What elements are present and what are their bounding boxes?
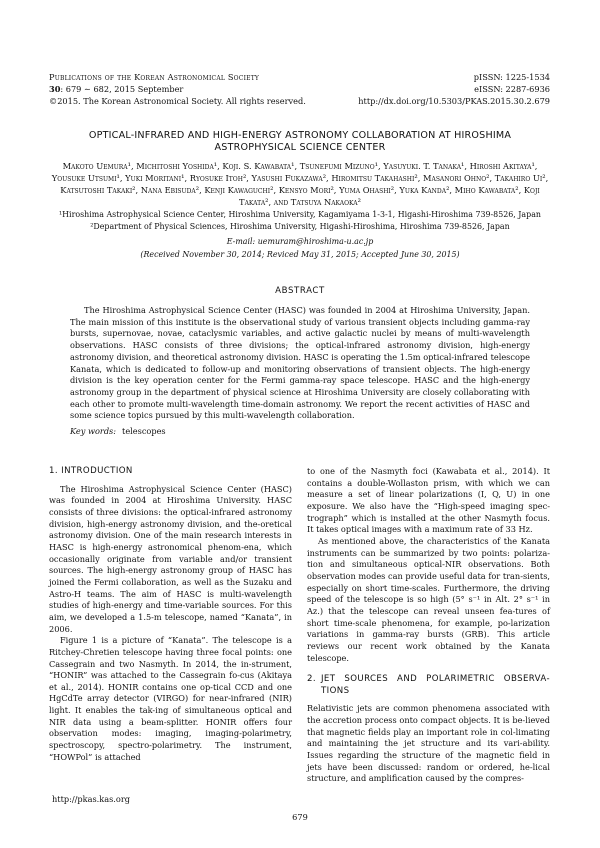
pissn: pISSN: 1225-1534: [473, 72, 550, 82]
section-1-heading: 1. INTRODUCTION: [49, 466, 133, 476]
journal-name: Publications of the Korean Astronomical Society: [49, 72, 260, 82]
left-column: [49, 466, 292, 763]
keywords-label: Key words:: [70, 426, 117, 436]
section-1-paragraph-3: to one of the Nasmyth foci (Kawabata et al., 2014). It contains a double-Wollaston prism, with which we can measure a set of linear polarizations (I, Q, U) in one exposure. We also have the “High-speed imaging spec-trograph” which is installed at the other Nasmyth focus. It takes optical images with a maximum rate of 33 Hz.: [307, 466, 550, 535]
abstract-text: The Hiroshima Astrophysical Science Center (HASC) was founded in 2004 at Hiroshima University, Japan. The main mission of this institute is the observational study of various transient objects including gamma-ray bursts, supernovae, novae, cataclysmic variables, and active galactic nuclei by means of multi-wavelength observations. HASC consists of three divisions; the optical-infrared astronomy division, high-energy astronomy division, and theoretical astronomy division. HASC is operating the 1.5m optical-infrared telescope Kanata, which is dedicated to follow-up and monitoring observations of transient objects. The high-energy division is the key operation center for the Fermi gamma-ray space telescope. HASC and the high-energy astronomy group in the department of physical science at Hiroshima University are closely collaborating with each other to promote multi-wavelength time-domain astronomy. We report the recent activities of HASC and some science topics pursued by this multi-wavelength collaboration.: [70, 305, 530, 421]
affiliations: [48, 209, 552, 232]
author-list: Makoto Uemura¹, Michitoshi Yoshida¹, Koji. S. Kawabata¹, Tsunefumi Mizuno¹, Yasuyuki. T. Tanaka¹, Hiroshi Akitaya¹, Yousuke Utsumi¹, Yuki Moritani¹, Ryosuke Itoh², Yasushi Fukazawa², Hiromitsu Takahashi², Masanori Ohno², Takahiro Ui², Katsutoshi Takaki², Nana Ebisuda², Kenji Kawaguchi², Kensyo Mori², Yuma Ohashi², Yuka Kanda², Miho Kawabata², Koji Takata², and Tatsuya Nakaoka²: [51, 161, 549, 207]
section-2-paragraph-1: Relativistic jets are common phenomena associated with the accretion process onto compact objects. It is be-lieved that magnetic fields play an important role in col-limating and maintaining the jet structure and its vari-ability. Issues regarding the structure of the magnetic field in jets have been discussed: random or ordered, he-lical structure, and amplification caused by the compres-: [307, 703, 550, 784]
keywords: [70, 426, 166, 436]
journal-url[interactable]: http://pkas.kas.org: [52, 794, 130, 804]
section-1-paragraph-2: Figure 1 is a picture of “Kanata”. The telescope is a Ritchey-Chretien telescope having three focal points: one Cassegrain and two Nasmyth. In 2014, the in-strument, “HONIR” was attached to the Cassegrain fo-cus (Akitaya et al., 2014). HONIR contains one op-tical CCD and one HgCdTe array detector (VIRGO) for near-infrared (NIR) light. It enables the tak-ing of simultaneous optical and NIR data using a beam-splitter. HONIR offers four observation modes: imaging, imaging-polarimetry, spectroscopy, spectro-polarimetry. The instrument, “HOWPol” is attached: [49, 635, 292, 762]
section-2-title: JET SOURCES AND POLARIMETRIC OBSERVA-TIONS: [321, 674, 550, 696]
affiliation-2: ²Department of Physical Sciences, Hiroshima University, Higashi-Hiroshima, Hiroshima 739-8526, Japan: [90, 221, 510, 231]
paper-title: OPTICAL-INFRARED AND HIGH-ENERGY ASTRONOMY COLLABORATION AT HIROSHIMA ASTROPHYSICAL SCIENCE CENTER: [88, 130, 512, 153]
copyright: ©2015. The Korean Astronomical Society. All rights reserved.: [49, 96, 306, 106]
doi-link[interactable]: http://dx.doi.org/10.5303/PKAS.2015.30.2.679: [358, 96, 550, 106]
received-dates: (Received November 30, 2014; Reviced May 31, 2015; Accepted June 30, 2015): [140, 250, 460, 259]
volume-number: 30: [49, 84, 61, 94]
section-1-paragraph-1: The Hiroshima Astrophysical Science Center (HASC) was founded in 2004 at Hiroshima University. HASC consists of three divisions: the optical-infrared astronomy division, high-energy astronomy division, and the-oretical astronomy division. One of the main research interests in HASC is high-energy astronomical phenom-ena, which occasionally originate from variable and/or transient sources. The high-energy astronomy group of HASC has joined the Fermi collaboration, as well as the Suzaku and Astro-H teams. The aim of HASC is multi-wavelength studies of high-energy and time-variable sources. For this aim, we developed a 1.5-m telescope, named “Kanata”, in 2006.: [49, 483, 292, 634]
pages-date: : 679 ∼ 682, 2015 September: [60, 84, 184, 94]
eissn: eISSN: 2287-6936: [474, 84, 550, 94]
journal-header: [49, 71, 550, 107]
section-2-heading: [307, 674, 550, 697]
email-line: E-mail: uemuram@hiroshima-u.ac.jp: [226, 237, 374, 246]
keywords-value: telescopes: [122, 426, 166, 436]
page-number: 679: [292, 812, 308, 822]
affiliation-1: ¹Hiroshima Astrophysical Science Center, Hiroshima University, Kagamiyama 1-3-1, Higashi-Hiroshima 739-8526, Japan: [59, 210, 541, 219]
section-2-number: 2.: [307, 674, 316, 685]
abstract-heading: ABSTRACT: [275, 286, 325, 296]
right-column: [307, 466, 550, 785]
section-1-paragraph-4: As mentioned above, the characteristics of the Kanata instruments can be summarized by two points: polariza-tion and simultaneous optical-NIR observations. Both observation modes can provide useful data for tran-sients, especially on short time-scales. Furthermore, the driving speed of the telescope is so high (5° s⁻¹ in Alt. 2° s⁻¹ in Az.) that the telescope can reveal unseen fea-tures of short time-scale phenomena, for example, po-larization variations in gamma-ray bursts (GRB). This article reviews our recent work obtained by the Kanata telescope.: [307, 535, 550, 663]
volume-info: [49, 83, 183, 95]
